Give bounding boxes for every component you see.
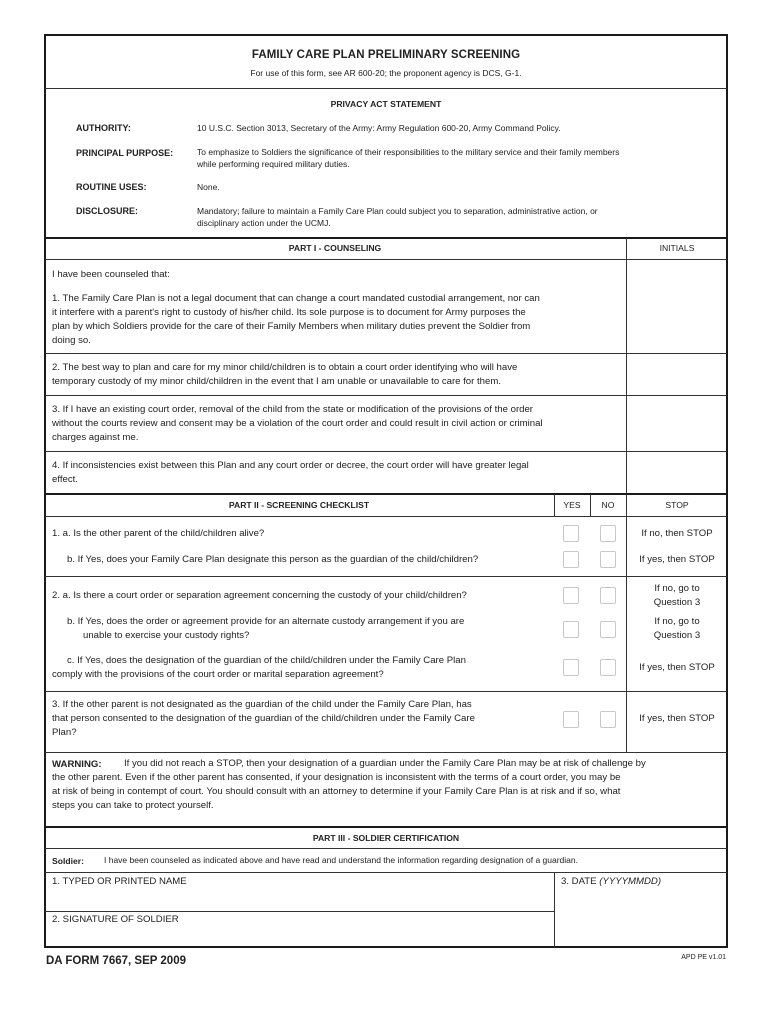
warning-label: WARNING:	[52, 759, 102, 770]
q2c-yes-checkbox[interactable]	[563, 659, 579, 676]
signature-field[interactable]	[50, 927, 550, 945]
q1a-stop: If no, then STOP	[641, 528, 713, 539]
purpose-line1: To emphasize to Soldiers the significance of their responsibilities to the military service and their family members	[197, 147, 620, 157]
part1-heading: PART I - COUNSELING	[288, 243, 382, 253]
q2c-line2: comply with the provisions of the court order or marital separation agreement?	[52, 669, 384, 680]
privacy-heading: PRIVACY ACT STATEMENT	[330, 99, 442, 109]
purpose-label: PRINCIPAL PURPOSE:	[76, 148, 174, 158]
initials-field-item4[interactable]	[630, 454, 724, 490]
disclosure-line1: Mandatory; failure to maintain a Family Care Plan could subject you to separation, administrative action, or	[197, 206, 598, 216]
no-header: NO	[601, 500, 615, 510]
part1-item2: 2. The best way to plan and care for my minor child/children is to obtain a court order identifying who will have temporary custody of my minor child/children in the event that I am unable or unavailable to care for them.	[52, 362, 518, 387]
q2a-text: 2. a. Is there a court order or separation agreement concerning the custody of your child/children?	[52, 590, 467, 601]
part2-heading: PART II - SCREENING CHECKLIST	[228, 500, 370, 510]
q2a-stop: If no, go to Question 3	[653, 583, 701, 608]
q2a-no-checkbox[interactable]	[600, 587, 616, 604]
authority-label: AUTHORITY:	[76, 123, 131, 133]
disclosure-line2: disciplinary action under the UCMJ.	[197, 218, 331, 228]
typed-name-field[interactable]	[50, 889, 550, 909]
form-subtitle: For use of this form, see AR 600-20; the proponent agency is DCS, G-1.	[250, 68, 522, 78]
q1b-text: b. If Yes, does your Family Care Plan designate this person as the guardian of the child/children?	[67, 554, 479, 565]
soldier-statement: I have been counseled as indicated above and have read and understand the information regarding designation of a guardian.	[104, 855, 578, 865]
q2b-stop: If no, go to Question 3	[653, 616, 701, 641]
routine-text: None.	[197, 182, 220, 192]
purpose-line2: while performing required military duties.	[197, 159, 350, 169]
initials-field-item3[interactable]	[630, 398, 724, 448]
form-version: APD PE v1.01	[681, 954, 726, 961]
q2a-yes-checkbox[interactable]	[563, 587, 579, 604]
initials-field-item1[interactable]	[630, 268, 724, 350]
routine-label: ROUTINE USES:	[76, 182, 147, 192]
warning-line2: the other parent. Even if the other parent has consented, if your designation is inconsistent with the terms of a court order, you may be	[52, 772, 621, 783]
warning-line4: steps you can take to protect yourself.	[52, 800, 214, 811]
q2c-line1: c. If Yes, does the designation of the guardian of the child/children under the Family Care Plan	[67, 655, 466, 666]
signature-label: 2. SIGNATURE OF SOLDIER	[52, 914, 179, 925]
q1a-yes-checkbox[interactable]	[563, 525, 579, 542]
q1a-no-checkbox[interactable]	[600, 525, 616, 542]
disclosure-label: DISCLOSURE:	[76, 206, 139, 216]
initials-header: INITIALS	[659, 243, 695, 253]
date-field[interactable]	[560, 889, 724, 945]
q3-no-checkbox[interactable]	[600, 711, 616, 728]
q3-text: 3. If the other parent is not designated as the guardian of the child under the Family Care Plan, has that person consented to the designation of the guardian of the child/children under the Family Care Plan?	[52, 699, 475, 738]
part1-intro: I have been counseled that:	[52, 269, 170, 280]
q2b-text: b. If Yes, does the order or agreement provide for an alternate custody arrangement if you are unable to exercise your custody rights?	[67, 616, 465, 641]
yes-header: YES	[563, 500, 581, 510]
warning-line3: at risk of being in contempt of court. You should consult with an attorney to determine if your Family Care Plan is at risk and if so, what	[52, 786, 621, 797]
q2c-stop: If yes, then STOP	[639, 662, 715, 673]
part1-item1: 1. The Family Care Plan is not a legal document that can change a court mandated custodial arrangement, nor can it interfere with a parent's right to custody of his/her child. Its sole purpose is to document for Army purposes the plan by which Soldiers provide for the care of their Family Members when military duties prevent the Soldier from doing so.	[52, 293, 540, 346]
soldier-label: Soldier:	[52, 856, 84, 866]
part3-heading: PART III - SOLDIER CERTIFICATION	[312, 833, 460, 843]
q1a-text: 1. a. Is the other parent of the child/children alive?	[52, 528, 265, 539]
part1-item4: 4. If inconsistencies exist between this Plan and any court order or decree, the court order will have greater legal effect.	[52, 460, 529, 485]
q1b-stop: If yes, then STOP	[639, 554, 715, 565]
date-label: 3. DATE (YYYYMMDD)	[561, 876, 662, 887]
q3-stop: If yes, then STOP	[639, 713, 715, 724]
q2b-yes-checkbox[interactable]	[563, 621, 579, 638]
authority-text: 10 U.S.C. Section 3013, Secretary of the Army: Army Regulation 600-20, Army Command Policy.	[197, 123, 561, 133]
warning-line1: If you did not reach a STOP, then your designation of a guardian under the Family Care Plan may be at risk of challenge by	[124, 758, 646, 769]
q3-yes-checkbox[interactable]	[563, 711, 579, 728]
q2c-no-checkbox[interactable]	[600, 659, 616, 676]
q1b-yes-checkbox[interactable]	[563, 551, 579, 568]
form-title: FAMILY CARE PLAN PRELIMINARY SCREENING	[251, 49, 521, 61]
stop-header: STOP	[665, 500, 689, 510]
q2b-no-checkbox[interactable]	[600, 621, 616, 638]
typed-name-label: 1. TYPED OR PRINTED NAME	[52, 876, 187, 887]
initials-field-item2[interactable]	[630, 356, 724, 392]
part1-item3: 3. If I have an existing court order, removal of the child from the state or modification of the provisions of the order without the courts review and consent may be a violation of the court order and could result in civil action or criminal charges against me.	[52, 404, 543, 443]
form-id: DA FORM 7667, SEP 2009	[46, 955, 186, 967]
q1b-no-checkbox[interactable]	[600, 551, 616, 568]
